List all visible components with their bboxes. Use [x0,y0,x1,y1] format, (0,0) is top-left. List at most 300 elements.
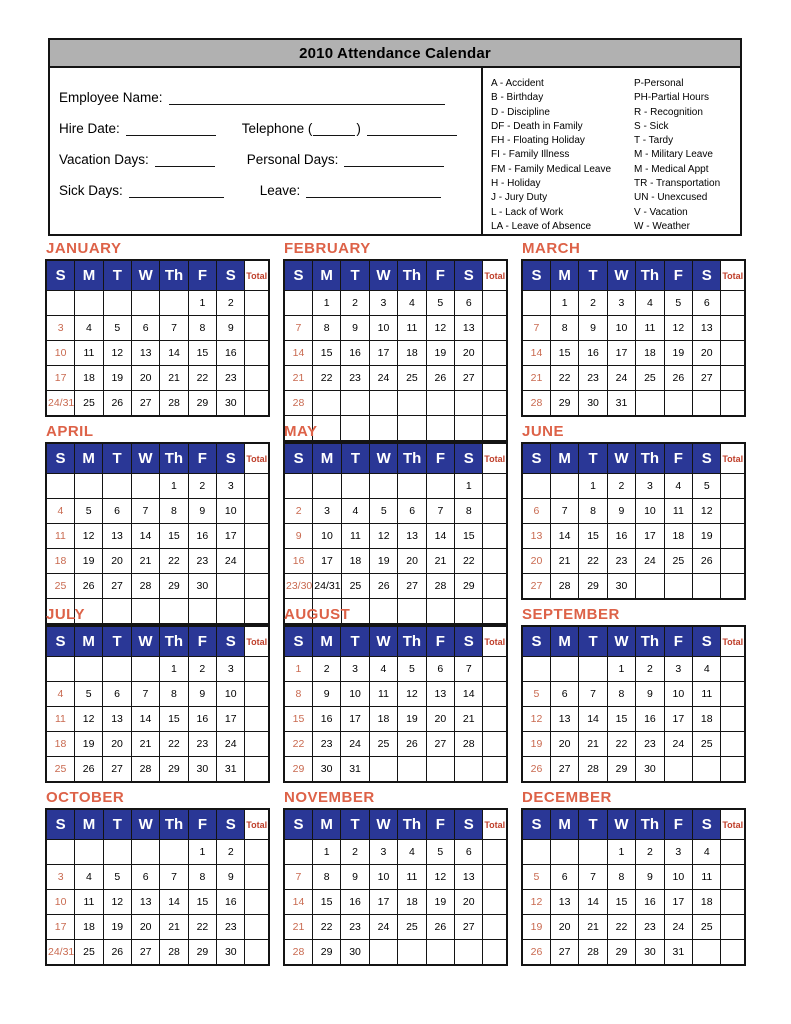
day-cell: 15 [312,341,340,366]
day-cell: 12 [103,890,131,915]
day-cell: 2 [341,291,369,316]
day-cell: 7 [160,316,188,341]
day-header-f: F [664,443,692,474]
day-cell: 28 [160,391,188,417]
month-title-august: AUGUST [284,606,351,623]
day-header-m: M [550,260,578,291]
day-cell: 8 [607,682,635,707]
day-cell [160,291,188,316]
total-cell [245,524,269,549]
day-cell: 30 [217,391,245,417]
day-cell: 17 [636,524,664,549]
day-cell: 28 [160,940,188,966]
day-cell: 2 [217,291,245,316]
day-cell [455,757,483,783]
month-table-september [521,625,746,783]
day-cell: 2 [188,657,216,682]
day-cell: 20 [550,915,578,940]
total-cell [721,391,745,417]
day-cell: 24/31 [46,940,75,966]
month-title-february: FEBRUARY [284,240,371,257]
day-cell: 14 [426,524,454,549]
day-cell: 17 [217,707,245,732]
legend-item: L - Lack of Work [491,206,564,218]
day-cell: 1 [579,474,607,499]
legend-item: DF - Death in Family [491,120,583,132]
day-cell: 9 [312,682,340,707]
month-march [521,240,746,423]
day-cell: 8 [160,499,188,524]
day-cell: 3 [664,840,692,865]
day-header-s: S [455,626,483,657]
day-cell: 13 [455,865,483,890]
leave-field[interactable] [306,184,441,198]
day-cell: 13 [103,524,131,549]
day-cell: 21 [160,915,188,940]
month-november [283,789,508,972]
legend-item: A - Accident [491,78,544,89]
total-cell [483,291,507,316]
personal-days-label: Personal Days: [246,152,339,167]
day-cell: 5 [370,499,398,524]
legend-item: S - Sick [634,120,669,132]
day-cell: 18 [636,341,664,366]
total-cell [245,682,269,707]
day-cell [131,840,159,865]
day-cell [103,291,131,316]
total-cell [245,291,269,316]
legend-col-right [634,77,736,230]
day-cell: 26 [398,732,426,757]
day-cell: 5 [426,291,454,316]
day-cell: 2 [312,657,340,682]
day-cell: 7 [522,316,550,341]
day-cell: 3 [46,316,75,341]
day-cell: 12 [693,499,721,524]
day-cell: 29 [188,940,216,966]
day-cell: 8 [284,682,312,707]
day-cell: 22 [455,549,483,574]
day-cell: 6 [550,865,578,890]
day-header-f: F [188,809,216,840]
day-cell: 2 [341,840,369,865]
day-cell: 11 [693,682,721,707]
day-cell: 16 [636,707,664,732]
day-cell: 30 [607,574,635,600]
day-header-f: F [664,809,692,840]
day-header-s: S [46,260,75,291]
leave-label: Leave: [259,183,301,198]
total-cell [483,549,507,574]
day-cell: 10 [636,499,664,524]
day-header-w: W [369,626,397,657]
day-cell: 7 [455,657,483,682]
day-cell [103,474,131,499]
day-cell: 19 [522,732,550,757]
months-grid [45,240,746,972]
total-cell [245,499,269,524]
sick-days-field[interactable] [129,184,224,198]
day-cell: 24/31 [313,574,341,599]
day-cell: 25 [398,915,426,940]
day-header-t: T [103,626,131,657]
day-header-s: S [455,809,483,840]
day-cell: 29 [284,757,312,783]
day-cell [74,657,102,682]
day-cell: 10 [369,316,397,341]
total-cell [483,757,507,783]
total-cell [721,499,745,524]
month-september [521,606,746,789]
day-cell: 3 [636,474,664,499]
day-cell: 27 [550,757,578,783]
day-cell: 16 [341,341,369,366]
day-cell: 26 [103,391,131,417]
day-cell: 29 [160,757,188,783]
day-cell [341,474,369,499]
day-cell: 12 [103,341,131,366]
day-cell: 25 [369,732,397,757]
day-cell: 22 [607,732,635,757]
total-header: Total [721,809,745,840]
day-cell [522,657,550,682]
day-cell: 10 [217,682,245,707]
day-cell: 9 [607,499,635,524]
legend-item: TR - Transportation [634,178,721,190]
day-header-m: M [75,260,103,291]
day-cell [550,840,578,865]
day-cell [579,657,607,682]
day-cell [46,657,74,682]
day-cell [579,840,607,865]
day-cell: 10 [664,865,692,890]
day-cell: 12 [426,316,454,341]
day-cell: 13 [550,707,578,732]
day-cell: 16 [284,549,313,574]
total-cell [483,890,507,915]
day-cell: 1 [312,840,340,865]
day-cell [455,940,483,966]
total-cell [721,341,745,366]
day-cell: 2 [636,657,664,682]
day-cell: 14 [131,707,159,732]
day-cell: 28 [284,940,312,966]
day-header-f: F [664,626,692,657]
month-december [521,789,746,972]
day-cell: 11 [341,524,369,549]
day-cell: 20 [103,549,131,574]
day-cell: 27 [103,757,131,783]
total-cell [721,707,745,732]
day-header-w: W [369,260,397,291]
day-cell: 13 [103,707,131,732]
legend-item: R - Recognition [634,106,703,118]
day-cell [664,391,692,417]
day-cell: 7 [426,499,454,524]
total-cell [245,940,269,966]
day-cell: 17 [46,915,75,940]
personal-days-field[interactable] [344,153,444,167]
month-title-october: OCTOBER [46,789,125,806]
day-header-th: Th [636,809,664,840]
day-cell: 16 [188,707,216,732]
total-cell [721,840,745,865]
employee-name-label: Employee Name: [59,90,163,105]
day-cell: 6 [522,499,550,524]
day-cell: 11 [398,316,426,341]
month-title-april: APRIL [46,423,94,440]
day-cell: 30 [188,574,216,599]
total-cell [245,574,269,599]
day-cell: 4 [398,840,426,865]
day-cell: 24 [341,732,369,757]
day-cell: 18 [693,707,721,732]
telephone-area-field[interactable] [313,122,355,136]
day-cell: 27 [550,940,578,966]
day-header-t: T [341,260,369,291]
day-cell: 25 [693,915,721,940]
hire-date-label: Hire Date: [59,121,120,136]
day-header-s: S [693,443,721,474]
legend-item: FI - Family Illness [491,149,570,161]
day-cell [369,757,397,783]
day-cell: 23 [607,549,635,574]
day-cell: 6 [131,865,159,890]
day-cell: 22 [160,549,188,574]
total-cell [721,915,745,940]
day-cell: 10 [664,682,692,707]
day-cell [522,291,550,316]
day-cell: 23 [217,915,245,940]
total-cell [721,291,745,316]
total-cell [483,574,507,599]
day-header-w: W [131,809,159,840]
day-cell: 24 [217,549,245,574]
day-header-th: Th [636,443,664,474]
month-table-february [283,259,508,442]
total-cell [483,840,507,865]
total-cell [721,474,745,499]
day-cell: 14 [455,682,483,707]
legend-item: D - Discipline [491,106,550,118]
day-cell: 27 [455,366,483,391]
total-cell [721,657,745,682]
telephone-field[interactable] [367,122,457,136]
day-header-s: S [522,443,550,474]
day-cell: 7 [284,316,312,341]
day-cell: 16 [188,524,216,549]
day-cell: 9 [217,865,245,890]
day-cell: 23/30 [284,574,313,599]
day-cell: 9 [217,316,245,341]
day-cell: 11 [46,524,74,549]
day-header-f: F [426,626,454,657]
day-cell: 11 [75,341,103,366]
total-header: Total [245,809,269,840]
day-cell: 6 [426,657,454,682]
day-cell: 20 [693,341,721,366]
day-cell: 13 [455,316,483,341]
day-cell: 23 [217,366,245,391]
day-cell: 6 [398,499,426,524]
day-cell: 31 [664,940,692,966]
day-cell: 16 [607,524,635,549]
day-header-s: S [284,260,312,291]
day-cell: 27 [522,574,550,600]
total-cell [721,890,745,915]
total-header: Total [721,260,745,291]
day-cell: 8 [188,316,216,341]
total-cell [245,707,269,732]
day-cell [284,840,312,865]
day-cell: 14 [550,524,578,549]
day-cell [636,391,664,417]
day-cell: 28 [284,391,312,416]
total-header: Total [721,626,745,657]
day-cell [46,291,75,316]
total-cell [245,391,269,417]
day-cell [693,940,721,966]
day-cell: 10 [46,890,75,915]
day-header-s: S [46,626,74,657]
day-cell: 1 [607,840,635,865]
day-cell: 2 [636,840,664,865]
day-cell: 28 [550,574,578,600]
day-cell: 19 [426,890,454,915]
telephone-label: Telephone ( [241,121,313,136]
day-cell: 15 [579,524,607,549]
day-cell: 3 [664,657,692,682]
day-cell: 16 [217,890,245,915]
month-table-april [45,442,270,625]
day-cell: 14 [579,890,607,915]
day-cell [103,657,131,682]
day-cell: 25 [693,732,721,757]
day-header-w: W [607,626,635,657]
day-cell: 19 [74,549,102,574]
total-cell [245,732,269,757]
day-cell: 22 [312,366,340,391]
legend-item: PH-Partial Hours [634,92,710,104]
total-header: Total [483,626,507,657]
day-cell: 30 [312,757,340,783]
day-cell [160,840,188,865]
day-cell: 20 [550,732,578,757]
day-cell: 27 [455,915,483,940]
legend-item: W - Weather [634,220,690,232]
day-cell: 21 [426,549,454,574]
day-cell [398,391,426,416]
day-cell: 1 [607,657,635,682]
hire-date-field[interactable] [126,122,216,136]
day-header-m: M [550,443,578,474]
day-header-s: S [693,260,721,291]
day-cell: 4 [46,499,74,524]
day-cell: 24 [636,549,664,574]
day-cell [664,574,692,600]
day-cell: 24 [664,915,692,940]
day-cell: 14 [522,341,550,366]
day-header-th: Th [398,809,426,840]
legend-col-left [491,77,634,230]
day-cell: 4 [693,840,721,865]
day-cell [693,391,721,417]
month-title-july: JULY [46,606,85,623]
day-header-t: T [579,626,607,657]
total-cell [721,524,745,549]
day-cell: 6 [455,291,483,316]
day-cell: 26 [426,366,454,391]
day-cell [693,757,721,783]
day-cell [313,474,341,499]
day-cell [550,657,578,682]
day-header-t: T [341,443,369,474]
day-cell: 3 [369,291,397,316]
total-header: Total [483,443,507,474]
day-header-f: F [426,260,454,291]
day-header-th: Th [636,626,664,657]
total-cell [245,915,269,940]
day-header-s: S [693,809,721,840]
day-cell: 16 [341,890,369,915]
day-cell: 17 [664,890,692,915]
day-header-w: W [131,626,159,657]
day-header-m: M [74,626,102,657]
day-header-m: M [313,443,341,474]
day-cell: 20 [455,341,483,366]
day-cell: 5 [74,499,102,524]
day-cell: 20 [103,732,131,757]
day-cell: 1 [312,291,340,316]
day-header-th: Th [160,260,188,291]
day-cell: 18 [75,915,103,940]
day-cell: 18 [46,732,74,757]
page-title: 2010 Attendance Calendar [48,38,742,68]
day-cell: 4 [75,316,103,341]
day-cell: 3 [341,657,369,682]
vacation-days-field[interactable] [155,153,215,167]
day-cell: 24 [217,732,245,757]
employee-name-field[interactable] [169,91,445,105]
day-cell: 11 [693,865,721,890]
day-cell: 11 [398,865,426,890]
total-cell [483,341,507,366]
day-cell: 1 [160,657,188,682]
legend-item: FM - Family Medical Leave [491,163,612,175]
total-cell [721,732,745,757]
day-cell: 19 [693,524,721,549]
day-cell: 26 [522,757,550,783]
day-header-m: M [312,626,340,657]
telephone-label-close: ) [356,121,361,136]
day-cell: 26 [426,915,454,940]
month-october [45,789,270,972]
day-cell: 8 [607,865,635,890]
day-header-f: F [426,809,454,840]
day-cell: 13 [522,524,550,549]
day-cell: 23 [188,732,216,757]
total-cell [245,757,269,783]
day-cell: 5 [522,865,550,890]
day-cell: 8 [312,316,340,341]
day-cell: 21 [284,366,312,391]
day-cell: 13 [131,341,159,366]
total-header: Total [245,443,269,474]
month-august [283,606,508,789]
day-cell: 6 [693,291,721,316]
day-cell: 25 [75,391,103,417]
employee-form [50,68,481,234]
